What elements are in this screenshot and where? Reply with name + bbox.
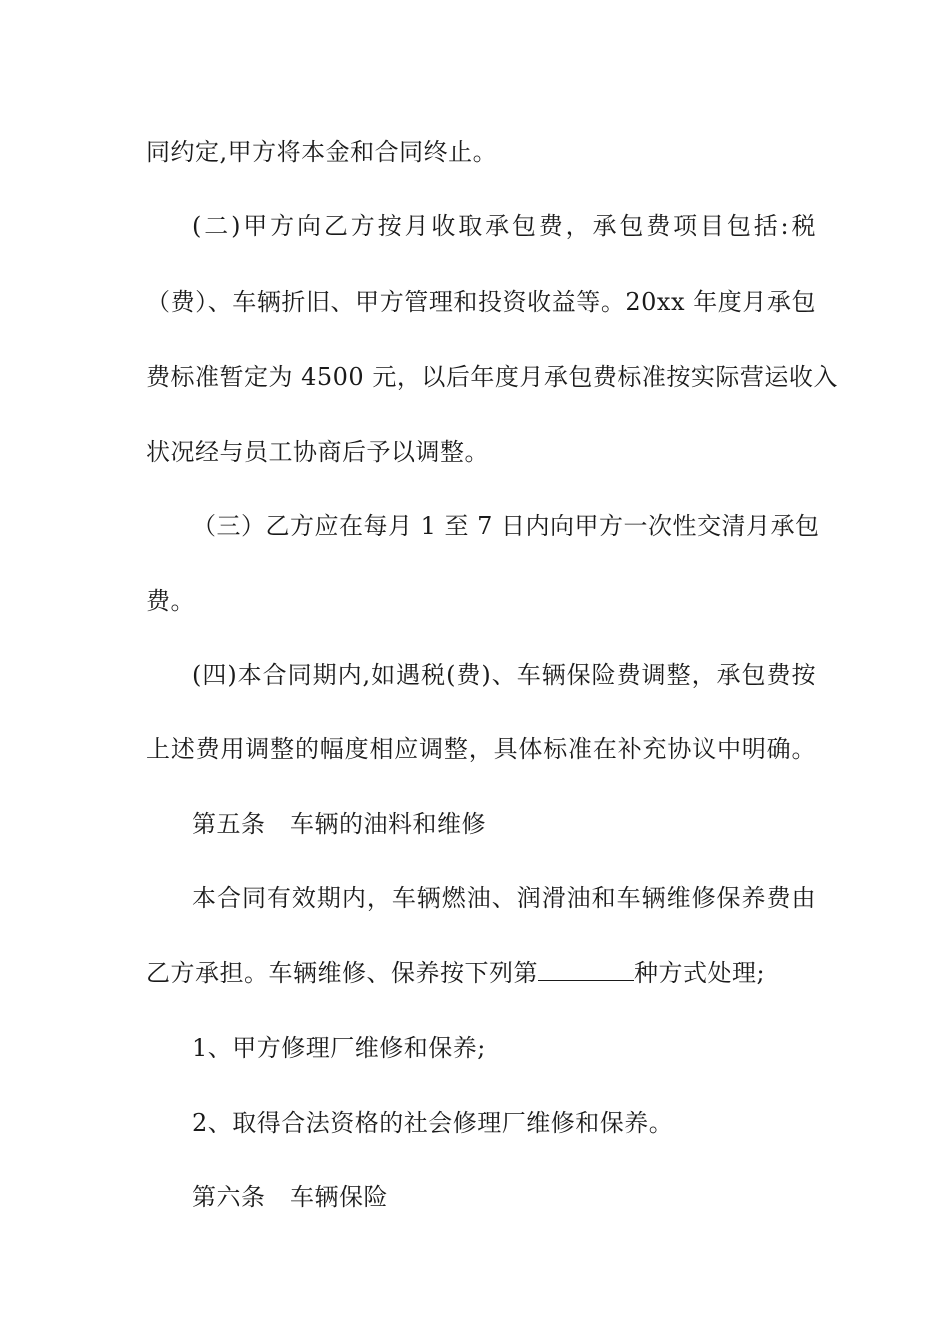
paragraph-line: （费）、车辆折旧、甲方管理和投资收益等。20xx 年度月承包 (146, 288, 816, 316)
paragraph-line-with-blank (146, 958, 816, 988)
paragraph-line: 费标准暂定为 4500 元，以后年度月承包费标准按实际营运收入 (146, 363, 838, 391)
line-text-after-blank: 种方式处理; (634, 959, 766, 987)
clause-4-line: (四)本合同期内,如遇税(费)、车辆保险费调整，承包费按 (192, 661, 816, 689)
clause-3-line: （三）乙方应在每月 1 至 7 日内向甲方一次性交清月承包 (192, 512, 820, 540)
clause-2-line: (二)甲方向乙方按月收取承包费，承包费项目包括:税 (192, 212, 816, 240)
line-text-before-blank: 乙方承担。车辆维修、保养按下列第 (146, 959, 538, 987)
list-item: 1、甲方修理厂维修和保养; (192, 1034, 486, 1062)
paragraph-line: 本合同有效期内，车辆燃油、润滑油和车辆维修保养费由 (192, 884, 816, 912)
paragraph-line: 上述费用调整的幅度相应调整，具体标准在补充协议中明确。 (146, 735, 816, 763)
paragraph-line: 同约定,甲方将本金和合同终止。 (146, 138, 498, 166)
paragraph-line: 费。 (146, 587, 195, 615)
paragraph-line: 状况经与员工协商后予以调整。 (146, 438, 489, 466)
article-6-heading: 第六条 车辆保险 (192, 1183, 388, 1211)
list-item: 2、取得合法资格的社会修理厂维修和保养。 (192, 1109, 674, 1137)
fill-in-blank (538, 958, 634, 981)
article-5-heading: 第五条 车辆的油料和维修 (192, 810, 486, 838)
